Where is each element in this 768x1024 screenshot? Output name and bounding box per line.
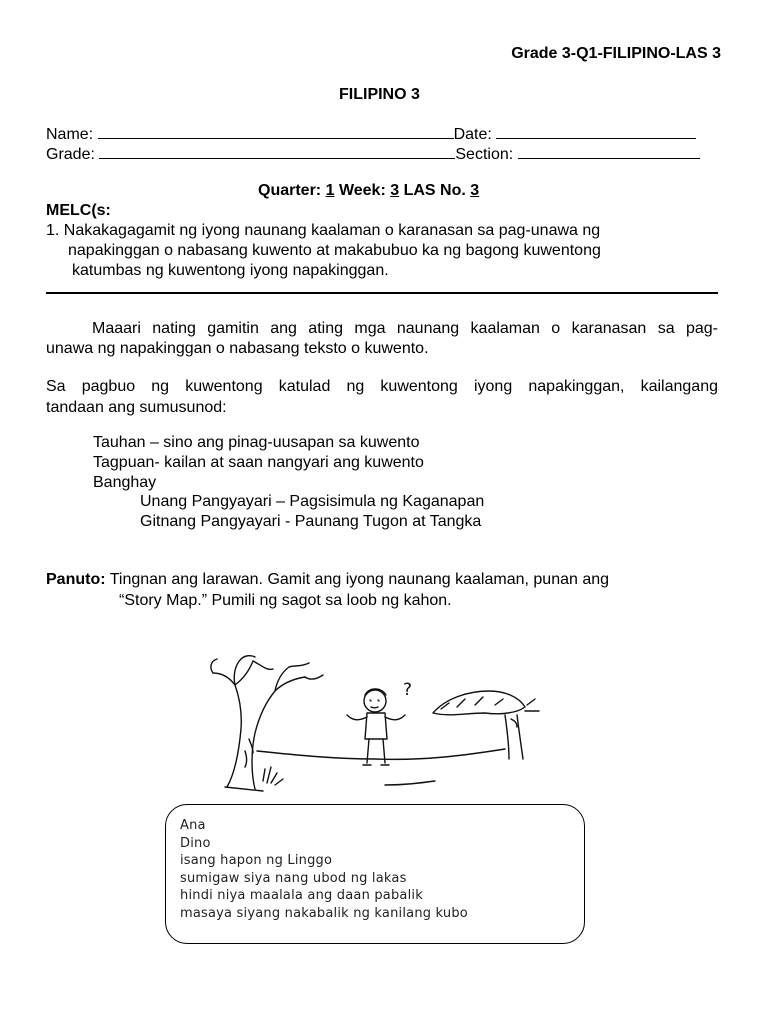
week-label: Week: xyxy=(338,182,386,199)
element-unang-pangyayari: Unang Pangyayari – Pagsisimula ng Kaganapan xyxy=(140,493,485,510)
date-field[interactable] xyxy=(496,123,696,139)
name-label: Name: xyxy=(46,126,94,143)
document-code: Grade 3-Q1-FILIPINO-LAS 3 xyxy=(511,45,721,62)
quarter-value: 1 xyxy=(325,182,335,199)
choice-item: isang hapon ng Linggo xyxy=(180,853,333,868)
intro-para1-line1: Maaari nating gamitin ang ating mga naunang kaalaman o karanasan sa pag- xyxy=(92,320,718,337)
date-label: Date: xyxy=(453,126,492,143)
element-gitnang-pangyayari: Gitnang Pangyayari - Paunang Tugon at Tangka xyxy=(140,513,482,530)
right-tree xyxy=(433,691,539,759)
las-value: 3 xyxy=(470,182,480,199)
choice-item: Dino xyxy=(180,835,211,851)
melc-line-1: 1. Nakakagagamit ng iyong naunang kaalaman o karanasan sa pag-unawa ng xyxy=(46,222,601,239)
name-field[interactable] xyxy=(98,123,454,139)
melc-line-3: katumbas ng kuwentong iyong napakinggan. xyxy=(72,262,389,279)
boy-figure xyxy=(347,689,405,765)
panuto-line1 xyxy=(46,570,609,590)
left-tree xyxy=(211,656,323,791)
quarter-label: Quarter: xyxy=(258,182,322,199)
grade-row xyxy=(46,143,700,165)
panuto-text-1: Tingnan ang larawan. Gamit ang iyong naunang kaalaman, punan ang xyxy=(109,571,610,588)
panuto-line2: “Story Map.” Pumili ng sagot sa loob ng kahon. xyxy=(119,592,452,609)
choice-item: sumigaw siya nang ubod ng lakas xyxy=(180,870,407,886)
week-value: 3 xyxy=(390,182,400,199)
melc-line-2: napakinggan o nabasang kuwento at makabubuo ka ng bagong kuwentong xyxy=(68,242,601,259)
section-field[interactable] xyxy=(518,143,700,159)
las-label: LAS No. xyxy=(403,182,466,199)
panuto-label: Panuto: xyxy=(46,571,106,588)
choices-list xyxy=(180,817,468,922)
choices-box xyxy=(165,804,585,944)
grade-field[interactable] xyxy=(99,143,455,159)
section-label: Section: xyxy=(455,146,514,163)
boy-lost-in-forest-illustration xyxy=(205,655,545,800)
ground-line xyxy=(257,749,505,759)
ground-shadow xyxy=(385,781,435,785)
choice-item: masaya siyang nakabalik ng kanilang kubo xyxy=(180,905,468,921)
quarter-line xyxy=(258,181,479,201)
name-row xyxy=(46,123,696,145)
subject-title: FILIPINO 3 xyxy=(339,86,420,103)
choice-item: hindi niya maalala ang daan pabalik xyxy=(180,888,423,903)
element-tauhan: Tauhan – sino ang pinag-uusapan sa kuwento xyxy=(93,434,420,451)
choice-item: Ana xyxy=(180,818,206,833)
intro-para1-line2: unawa ng napakinggan o nabasang teksto o kuwento. xyxy=(46,340,429,357)
element-tagpuan: Tagpuan- kailan at saan nangyari ang kuwento xyxy=(93,454,424,471)
grade-label: Grade: xyxy=(46,146,95,163)
melc-heading: MELC(s: xyxy=(46,202,111,219)
intro-para2-line1: Sa pagbuo ng kuwentong katulad ng kuwentong iyong napakinggan, kailangang xyxy=(46,378,718,395)
question-mark: ? xyxy=(403,680,413,700)
section-divider xyxy=(46,292,718,294)
intro-para2-line2: tandaan ang sumusunod: xyxy=(46,399,227,416)
element-banghay: Banghay xyxy=(93,474,157,491)
